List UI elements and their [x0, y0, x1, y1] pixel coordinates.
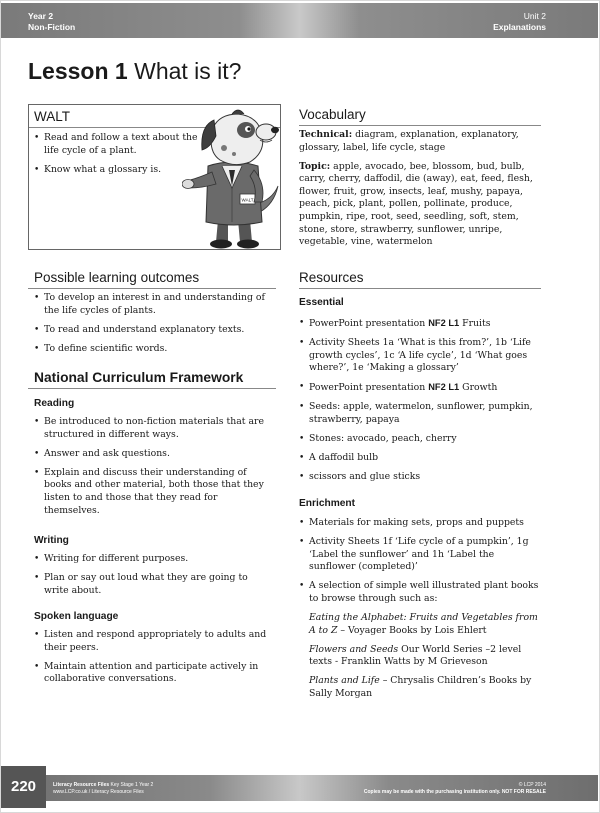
- walt-list: [34, 132, 202, 176]
- header-band: [1, 3, 598, 38]
- bullet-icon: •: [34, 554, 40, 564]
- page-title: [28, 56, 241, 86]
- bullet-icon: •: [34, 661, 40, 672]
- list-item: • Be introduced to non-fiction materials that are structured in different ways.: [34, 416, 264, 440]
- header-year: Year 2: [28, 11, 54, 21]
- spoken-language-list: [34, 629, 274, 686]
- book-entry: Plants and Life – Chrysalis Children’s Books by Sally Morgan: [309, 675, 532, 700]
- bullet-icon: •: [34, 133, 40, 143]
- list-item: • Seeds: apple, watermelon, sunflower, pumpkin, strawberry, papaya: [299, 401, 533, 426]
- list-item: • Read and follow a text about the life cycle of a plant.: [34, 132, 198, 156]
- footer-copyright: © LCP 2014: [518, 782, 546, 788]
- header-unit: Unit 2: [523, 11, 546, 21]
- vocabulary-block: [299, 129, 541, 249]
- list-item: • Answer and ask questions.: [34, 447, 170, 459]
- bullet-icon: •: [34, 467, 40, 478]
- header-topic: Explanations: [493, 22, 546, 32]
- vocabulary-topic: [299, 161, 541, 249]
- list-item: • scissors and glue sticks: [299, 471, 421, 483]
- book-entry: Eating the Alphabet: Fruits and Vegetables from A to Z – Voyager Books by Lois Ehlert: [309, 612, 538, 636]
- resources-divider: [299, 288, 541, 289]
- outcomes-divider: [28, 288, 276, 289]
- dog-mascot-illustration: [182, 108, 284, 250]
- writing-list: [34, 553, 274, 597]
- bullet-icon: •: [299, 434, 305, 445]
- powerpoint-code: NF2 L1: [428, 318, 460, 328]
- list-item: • A daffodil bulb: [299, 452, 379, 464]
- resources-heading: Resources: [299, 270, 364, 285]
- bullet-icon: •: [34, 164, 40, 175]
- list-item: • Know what a glossary is.: [34, 163, 162, 175]
- bullet-icon: •: [34, 630, 40, 640]
- lesson-number: Lesson 1: [28, 58, 128, 84]
- curriculum-divider: [28, 388, 276, 389]
- book-title: Eating the Alphabet: Fruits and Vegetables from A to Z: [309, 612, 538, 636]
- list-item: • To develop an interest in and understanding of the life cycles of plants.: [34, 292, 265, 316]
- enrichment-list: [299, 517, 541, 701]
- spoken-language-heading: Spoken language: [34, 611, 119, 622]
- vocabulary-technical: [299, 129, 541, 154]
- reading-list: [34, 416, 274, 517]
- bullet-icon: •: [34, 293, 40, 303]
- footer-notice: Copies may be made with the purchasing institution only. NOT FOR RESALE: [363, 789, 546, 795]
- essential-list: [299, 317, 541, 484]
- reading-heading: Reading: [34, 398, 75, 409]
- vocabulary-divider: [299, 125, 541, 126]
- bullet-icon: •: [299, 453, 305, 464]
- bullet-icon: •: [299, 318, 305, 328]
- list-item: • A selection of simple well illustrated plant books to browse through such as:: [299, 580, 539, 604]
- writing-heading: Writing: [34, 535, 69, 546]
- svg-text:WALT: WALT: [241, 197, 254, 203]
- enrichment-heading: Enrichment: [299, 498, 356, 509]
- list-item: • Activity Sheets 1a ‘What is this from?’, 1b ‘Life growth cycles’, 1c ‘A life cycle’, 1d ‘What goes where?’, 1e ‘Making a glossary’: [299, 337, 531, 374]
- list-item: • Plan or say out loud what they are going to write about.: [34, 572, 248, 596]
- page-number: 220: [10, 778, 37, 795]
- essential-heading: Essential: [299, 297, 344, 308]
- outcomes-heading: Possible learning outcomes: [34, 270, 200, 285]
- bullet-icon: •: [34, 448, 40, 459]
- book-title: Plants and Life: [309, 675, 380, 687]
- list-item: • To read and understand explanatory texts.: [34, 323, 245, 335]
- list-item: • PowerPoint presentation NF2 L1 Growth: [299, 382, 498, 394]
- bullet-icon: •: [299, 518, 305, 528]
- walt-heading: WALT: [34, 109, 70, 124]
- list-item: • Stones: avocado, peach, cherry: [299, 433, 457, 445]
- technical-words: diagram, explanation, explanatory, glossary, label, life cycle, stage: [299, 129, 519, 153]
- footer-band: [1, 775, 598, 801]
- topic-words: apple, avocado, bee, blossom, bud, bulb, carry, cherry, daffodil, die (away), eat, feed, flesh, flower, fruit, grow, insects, leaf, mushy, papaya, peach, pick, plant, pollen, pollinate, produce, pumpkin, ripe, root, seed, seedling, soft, stem, stone, store, strawberry, sunflower, unripe, vegetable, vine, watermelon: [299, 160, 533, 248]
- curriculum-heading: National Curriculum Framework: [34, 370, 244, 385]
- bullet-icon: •: [34, 324, 40, 335]
- list-item: • To define scientific words.: [34, 342, 168, 354]
- bullet-icon: •: [299, 581, 305, 592]
- bullet-icon: •: [299, 472, 305, 483]
- list-item: • Writing for different purposes.: [34, 553, 189, 564]
- vocabulary-heading: Vocabulary: [299, 107, 366, 122]
- bullet-icon: •: [34, 343, 40, 354]
- list-item: • Activity Sheets 1f ‘Life cycle of a pumpkin’, 1g ‘Label the sunflower’ and 1h ‘Label the sunflower (completed)’: [299, 536, 529, 573]
- list-item: • Listen and respond appropriately to adults and their peers.: [34, 629, 267, 653]
- book-entry: Flowers and Seeds Our World Series –2 level texts - Franklin Watts by M Grieveson: [309, 643, 522, 668]
- list-item: • PowerPoint presentation NF2 L1 Fruits: [299, 318, 491, 329]
- bullet-icon: •: [34, 417, 40, 427]
- topic-label: Topic:: [299, 160, 331, 172]
- lesson-name: What is it?: [134, 58, 242, 84]
- footer-url: www.LCP.co.uk / Literacy Resource Files: [53, 789, 144, 795]
- header-genre: Non-Fiction: [28, 22, 76, 32]
- list-item: • Materials for making sets, props and puppets: [299, 517, 524, 528]
- book-title: Flowers and Seeds: [309, 643, 399, 655]
- bullet-icon: •: [299, 382, 305, 393]
- bullet-icon: •: [299, 338, 305, 349]
- bullet-icon: •: [299, 402, 305, 413]
- powerpoint-code: NF2 L1: [428, 382, 460, 393]
- list-item: • Maintain attention and participate actively in collaborative conversations.: [34, 660, 259, 685]
- list-item: • Explain and discuss their understanding of books and other material, both those that they listen to and those that they read for themselves.: [34, 466, 264, 516]
- bullet-icon: •: [299, 537, 305, 548]
- bullet-icon: •: [34, 573, 40, 584]
- outcomes-list: [34, 292, 274, 355]
- footer-series: Literacy Resource Files Key Stage 1 Year 2: [53, 782, 154, 788]
- technical-label: Technical:: [299, 129, 353, 140]
